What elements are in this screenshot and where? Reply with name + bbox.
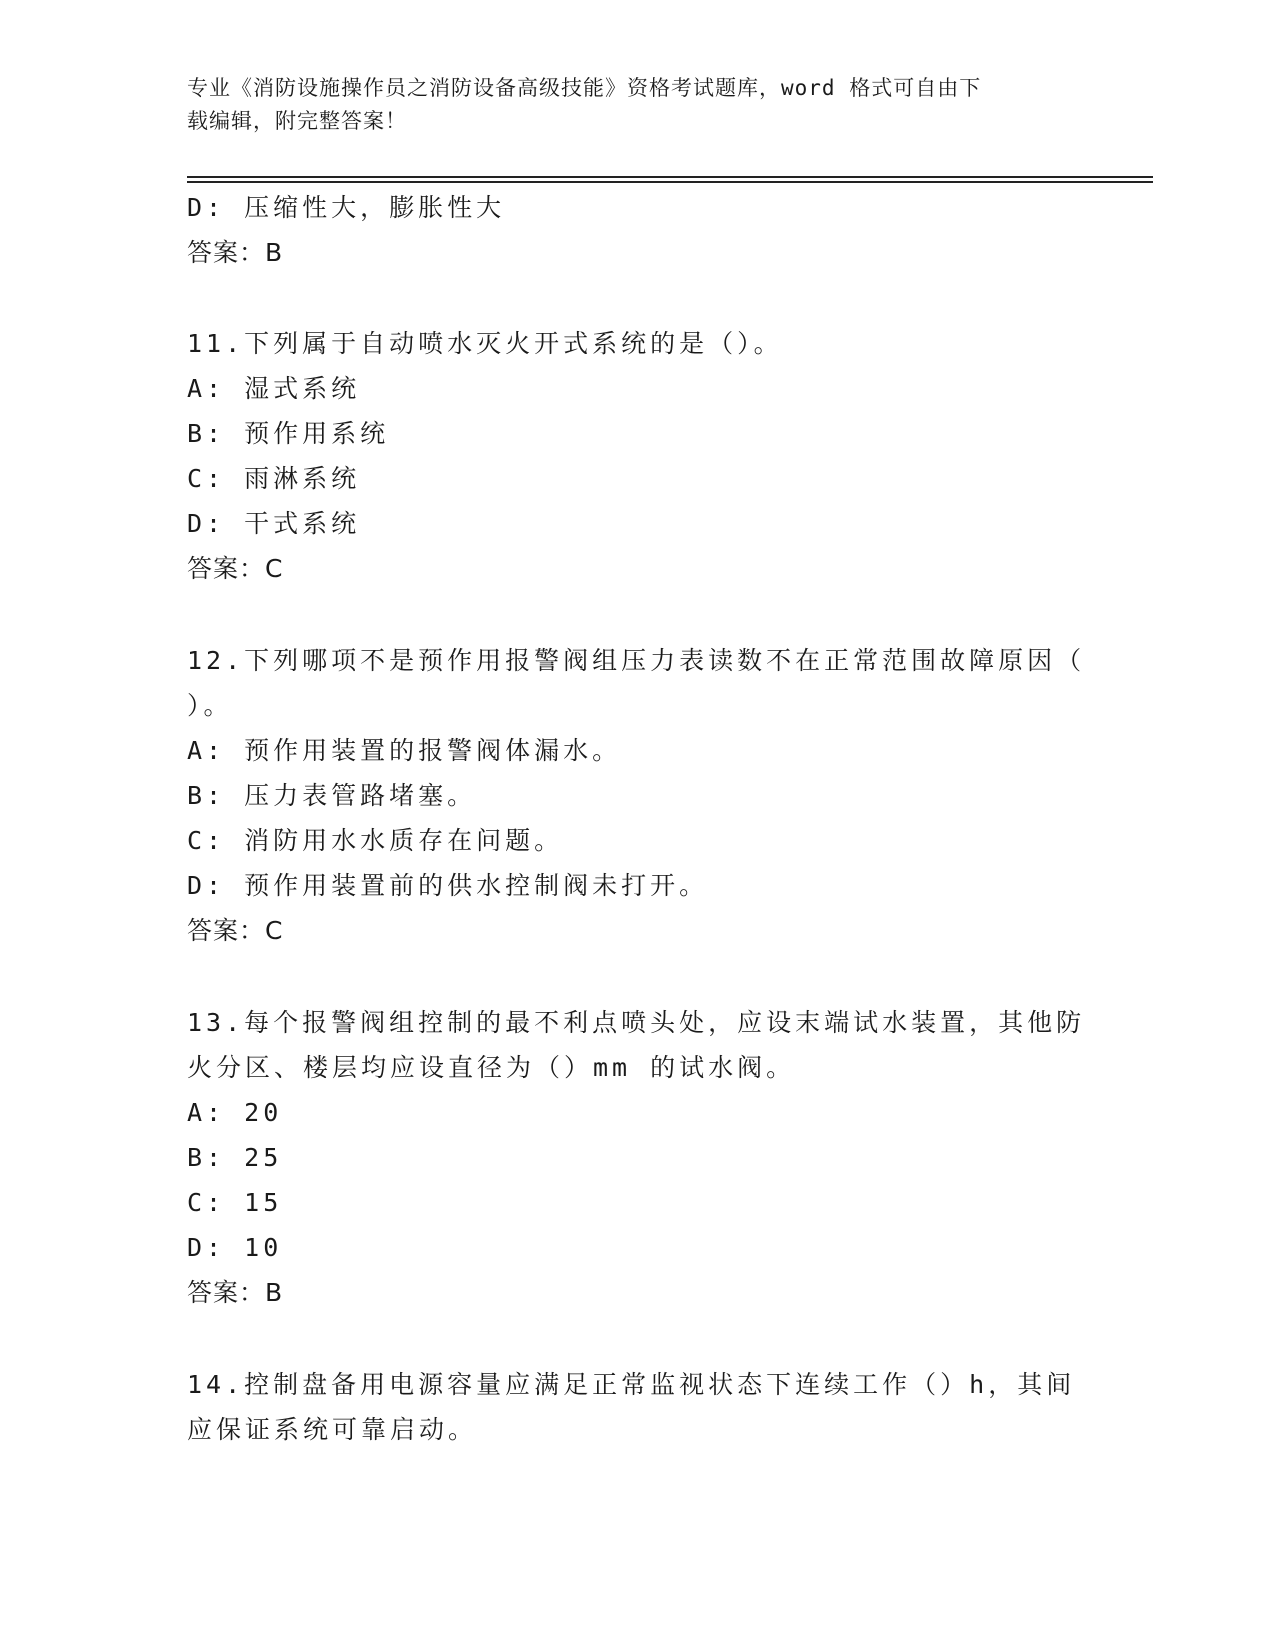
question-text-line-2: 火分区、楼层均应设直径为（）mm 的试水阀。: [187, 1053, 796, 1082]
option-d: D: 10: [187, 1233, 283, 1262]
answer: 答案：B: [187, 238, 284, 267]
option-c: C: 15: [187, 1188, 283, 1217]
option-c: C: 雨淋系统: [187, 464, 361, 493]
option-d: D: 压缩性大，膨胀性大: [187, 193, 506, 222]
option-a: A: 20: [187, 1098, 283, 1127]
header-text: [187, 72, 1067, 138]
option-b: B: 压力表管路堵塞。: [187, 781, 477, 810]
answer: 答案：C: [187, 916, 284, 945]
question-text-line-1: 12.下列哪项不是预作用报警阀组压力表读数不在正常范围故障原因（: [187, 646, 1086, 675]
option-b: B: 预作用系统: [187, 419, 390, 448]
option-a: A: 湿式系统: [187, 374, 361, 403]
question-text-line-1: 13.每个报警阀组控制的最不利点喷头处，应设末端试水装置，其他防: [187, 1008, 1086, 1037]
option-d: D: 预作用装置前的供水控制阀未打开。: [187, 871, 709, 900]
answer: 答案：B: [187, 1278, 284, 1307]
header-divider-bottom: [187, 181, 1153, 183]
answer: 答案：C: [187, 554, 284, 583]
option-c: C: 消防用水水质存在问题。: [187, 826, 564, 855]
question-text-line-1: 14.控制盘备用电源容量应满足正常监视状态下连续工作（）h，其间: [187, 1370, 1076, 1399]
option-a: A: 预作用装置的报警阀体漏水。: [187, 736, 622, 765]
header-divider-top: [187, 176, 1153, 178]
question-text-line-2: 应保证系统可靠启动。: [187, 1415, 478, 1444]
header-line-2: 载编辑，附完整答案！: [187, 109, 407, 133]
option-b: B: 25: [187, 1143, 283, 1172]
header-line-1: 专业《消防设施操作员之消防设备高级技能》资格考试题库，word 格式可自由下: [187, 76, 982, 100]
question-text: 11.下列属于自动喷水灭火开式系统的是（）。: [187, 329, 783, 358]
question-text-line-2: ）。: [187, 691, 233, 720]
option-d: D: 干式系统: [187, 509, 361, 538]
